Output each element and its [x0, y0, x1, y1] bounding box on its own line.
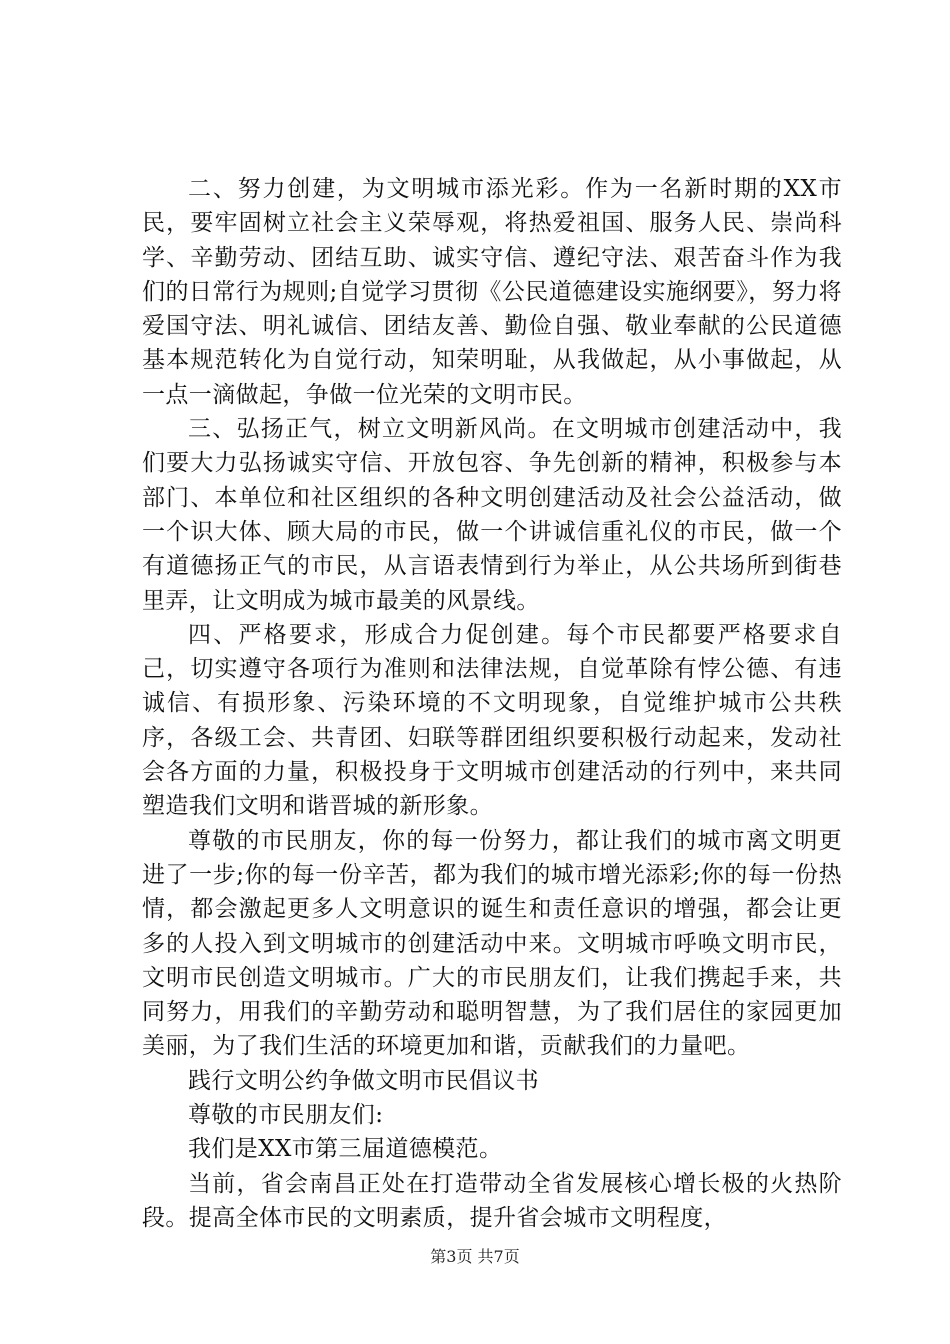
salutation: 尊敬的市民朋友们:	[188, 1102, 384, 1129]
paragraph-introduction: 我们是XX市第三届道德模范。	[188, 1136, 503, 1163]
document-body	[142, 172, 842, 1235]
paragraph-strict-requirements: 四、严格要求，形成合力促创建。每个市民都要严格要求自己，切实遵守各项行为准则和法律法规，自觉革除有悖公德、有违诚信、有损形象、污染环境的不文明现象，自觉维护城市公共秩序，各级工会、共青团、妇联等群团组织要积极行动起来，发动社会各方面的力量，积极投身于文明城市创建活动的行列中，来共同塑造我们文明和谐晋城的新形象。	[142, 621, 842, 820]
paragraph-dear-citizens: 尊敬的市民朋友，你的每一份努力，都让我们的城市离文明更进了一步;你的每一份辛苦，都为我们的城市增光添彩;你的每一份热情，都会激起更多人文明意识的诞生和责任意识的增强，都会让更多的人投入到文明城市的创建活动中来。文明城市呼唤文明市民，文明市民创造文明城市。广大的市民朋友们，让我们携起手来，共同努力，用我们的辛勤劳动和聪明智慧，为了我们居住的家园更加美丽，为了我们生活的环境更加和谐，贡献我们的力量吧。	[142, 827, 842, 1060]
page-footer: 第3页 共7页	[430, 1247, 520, 1266]
paragraph-current-situation: 当前，省会南昌正处在打造带动全省发展核心增长极的火热阶段。提高全体市民的文明素质，提升省会城市文明程度，	[142, 1170, 842, 1231]
paragraph-promote-righteousness: 三、弘扬正气，树立文明新风尚。在文明城市创建活动中，我们要大力弘扬诚实守信、开放包容、争先创新的精神，积极参与本部门、本单位和社区组织的各种文明创建活动及社会公益活动，做一个识大体、顾大局的市民，做一个讲诚信重礼仪的市民，做一个有道德扬正气的市民，从言语表情到行为举止，从公共场所到街巷里弄，让文明成为城市最美的风景线。	[142, 416, 842, 614]
proposal-title: 践行文明公约争做文明市民倡议书	[188, 1067, 539, 1094]
paragraph-effort-create: 二、努力创建，为文明城市添光彩。作为一名新时期的XX市民，要牢固树立社会主义荣辱观，将热爱祖国、服务人民、崇尚科学、辛勤劳动、团结互助、诚实守信、遵纪守法、艰苦奋斗作为我们的日常行为规则;自觉学习贯彻《公民道德建设实施纲要》，努力将爱国守法、明礼诚信、团结友善、勤俭自强、敬业奉献的公民道德基本规范转化为自觉行动，知荣明耻，从我做起，从小事做起，从一点一滴做起，争做一位光荣的文明市民。	[142, 176, 842, 408]
